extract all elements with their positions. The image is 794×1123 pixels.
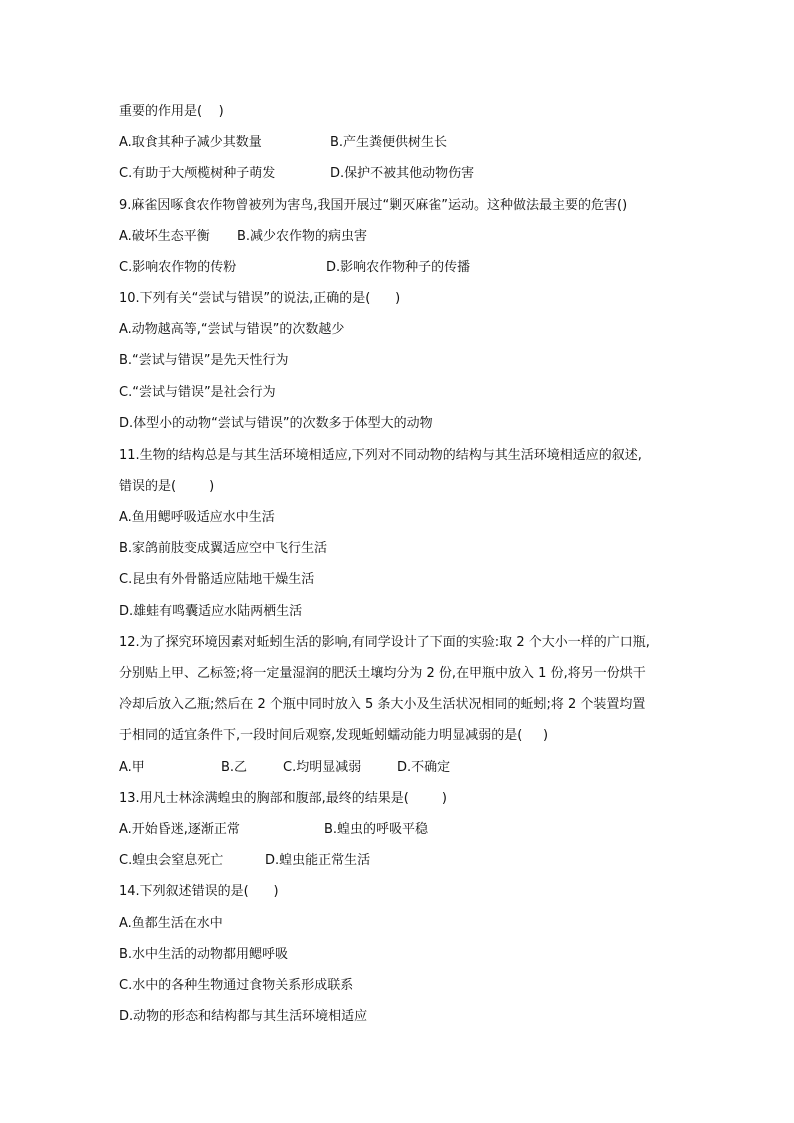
q13-option-c: C.蝗虫会窒息死亡 bbox=[119, 853, 224, 868]
q13-option-a: A.开始昏迷,逐渐正常 bbox=[119, 822, 240, 837]
q10-stem: 10.下列有关“尝试与错误”的说法,正确的是( ) bbox=[119, 291, 401, 306]
q10-option-a: A.动物越高等,“尝试与错误”的次数越少 bbox=[119, 322, 345, 337]
q14-option-a: A.鱼都生活在水中 bbox=[119, 916, 223, 931]
q11-stem-line-2: 错误的是( ) bbox=[119, 479, 215, 494]
q8-stem-tail: 重要的作用是( ) bbox=[119, 104, 224, 119]
q11-option-c: C.昆虫有外骨骼适应陆地干燥生活 bbox=[119, 572, 315, 587]
q10-option-c: C.“尝试与错误”是社会行为 bbox=[119, 385, 276, 400]
q12-stem-line-2: 分别贴上甲、乙标签;将一定量湿润的肥沃土壤均分为 2 份,在甲瓶中放入 1 份,将另一份烘干 bbox=[119, 666, 646, 681]
q10-option-d: D.体型小的动物“尝试与错误”的次数多于体型大的动物 bbox=[119, 416, 433, 431]
q12-option-b: B.乙 bbox=[221, 760, 248, 775]
q12-stem-line-1: 12.为了探究环境因素对蚯蚓生活的影响,有同学设计了下面的实验:取 2 个大小一样的广口瓶, bbox=[119, 635, 650, 650]
q9-option-d: D.影响农作物种子的传播 bbox=[326, 260, 471, 275]
q13-option-d: D.蝗虫能正常生活 bbox=[265, 853, 371, 868]
q9-option-a: A.破坏生态平衡 bbox=[119, 229, 210, 244]
q13-stem: 13.用凡士林涂满蝗虫的胸部和腹部,最终的结果是( ) bbox=[119, 791, 448, 806]
q12-option-d: D.不确定 bbox=[397, 760, 451, 775]
q13-option-b: B.蝗虫的呼吸平稳 bbox=[324, 822, 429, 837]
q9-option-b: B.减少农作物的病虫害 bbox=[237, 229, 368, 244]
q8-option-c: C.有助于大颅榄树种子萌发 bbox=[119, 166, 276, 181]
q8-option-a: A.取食其种子减少其数量 bbox=[119, 135, 262, 150]
q14-option-b: B.水中生活的动物都用鳃呼吸 bbox=[119, 947, 289, 962]
q8-option-b: B.产生粪便供树生长 bbox=[330, 135, 448, 150]
q12-stem-line-3: 冷却后放入乙瓶;然后在 2 个瓶中同时放入 5 条大小及生活状况相同的蚯蚓;将 2 个装置均置 bbox=[119, 697, 646, 712]
q14-stem: 14.下列叙述错误的是( ) bbox=[119, 884, 279, 899]
q14-option-d: D.动物的形态和结构都与其生活环境相适应 bbox=[119, 1009, 368, 1024]
q9-option-c: C.影响农作物的传粉 bbox=[119, 260, 237, 275]
q10-option-b: B.“尝试与错误”是先天性行为 bbox=[119, 353, 289, 368]
q12-stem-line-4: 于相同的适宜条件下,一段时间后观察,发现蚯蚓蠕动能力明显减弱的是( ) bbox=[119, 728, 549, 743]
q8-option-d: D.保护不被其他动物伤害 bbox=[330, 166, 475, 181]
q14-option-c: C.水中的各种生物通过食物关系形成联系 bbox=[119, 978, 354, 993]
q11-stem-line-1: 11.生物的结构总是与其生活环境相适应,下列对不同动物的结构与其生活环境相适应的叙述, bbox=[119, 448, 642, 463]
q12-option-c: C.均明显减弱 bbox=[283, 760, 362, 775]
q12-option-a: A.甲 bbox=[119, 760, 145, 775]
q9-stem: 9.麻雀因啄食农作物曾被列为害鸟,我国开展过“剿灭麻雀”运动。这种做法最主要的危害() bbox=[119, 198, 628, 213]
q11-option-a: A.鱼用鳃呼吸适应水中生活 bbox=[119, 510, 275, 525]
q11-option-d: D.雄蛙有鸣囊适应水陆两栖生活 bbox=[119, 604, 303, 619]
q11-option-b: B.家鸽前肢变成翼适应空中飞行生活 bbox=[119, 541, 328, 556]
